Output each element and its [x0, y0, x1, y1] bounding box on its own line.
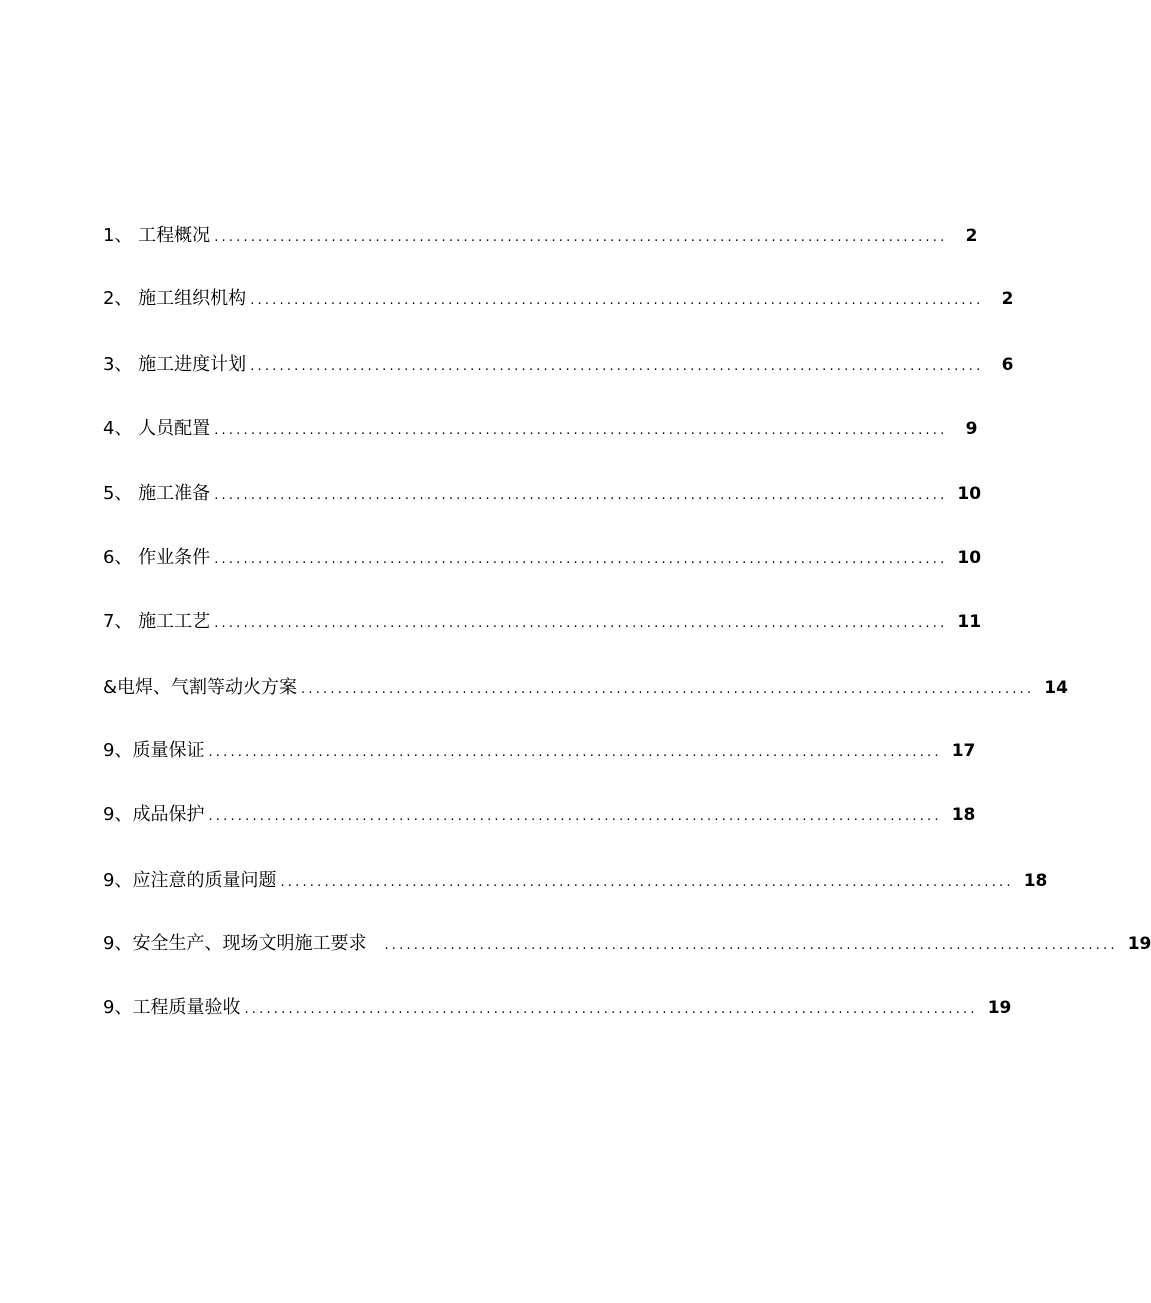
toc-dot-leader: ....................................................................................................: [250, 293, 984, 308]
toc-entry-title: 9、质量保证: [103, 740, 205, 761]
toc-dot-leader: ....................................................................................................: [214, 488, 948, 503]
toc-entry-title: 9、安全生产、现场文明施工要求: [103, 933, 367, 954]
toc-dot-leader: ....................................................................................................: [208, 745, 942, 760]
toc-entry-page-number: 9: [965, 419, 978, 439]
toc-dot-leader: ....................................................................................................: [214, 423, 948, 438]
toc-entry-page-number: 6: [1001, 355, 1014, 375]
toc-entry[interactable]: [103, 414, 978, 444]
toc-entry[interactable]: [103, 607, 982, 637]
toc-dot-leader: ....................................................................................................: [208, 809, 942, 824]
toc-dot-leader: ....................................................................................................: [250, 359, 984, 374]
toc-entry-page-number: 10: [957, 548, 982, 568]
toc-entry[interactable]: [103, 993, 1012, 1023]
toc-entry-page-number: 18: [951, 805, 976, 825]
toc-dot-leader: ....................................................................................................: [280, 875, 1014, 890]
toc-dot-leader: ....................................................................................................: [214, 616, 948, 631]
toc-entry-title: 3、 施工进度计划: [103, 354, 247, 375]
toc-entry-page-number: 19: [987, 998, 1012, 1018]
toc-dot-leader: ....................................................................................................: [384, 938, 1118, 953]
toc-entry-title: 9、工程质量验收: [103, 997, 241, 1018]
toc-entry[interactable]: [103, 929, 1151, 959]
toc-entry-page-number: 17: [951, 741, 976, 761]
toc-entry-title: 2、 施工组织机构: [103, 288, 247, 309]
toc-entry-page-number: 19: [1127, 934, 1151, 954]
toc-dot-leader: ....................................................................................................: [301, 682, 1035, 697]
toc-entry-title: 9、应注意的质量问题: [103, 870, 277, 891]
toc-entry[interactable]: [103, 284, 1014, 314]
toc-entry-title: 9、成品保护: [103, 804, 205, 825]
toc-entry[interactable]: [103, 736, 976, 766]
toc-dot-leader: ....................................................................................................: [214, 552, 948, 567]
toc-entry-title: 4、 人员配置: [103, 418, 211, 439]
toc-entry-page-number: 10: [957, 484, 982, 504]
toc-entry-title: &电焊、气割等动火方案: [103, 677, 298, 698]
toc-entry[interactable]: [103, 673, 1068, 703]
toc-dot-leader: ....................................................................................................: [214, 230, 948, 245]
toc-entry-page-number: 2: [965, 226, 978, 246]
toc-entry-page-number: 2: [1001, 289, 1014, 309]
toc-entry[interactable]: [103, 866, 1048, 896]
toc-entry[interactable]: [103, 800, 976, 830]
toc-entry[interactable]: [103, 350, 1014, 380]
toc-entry[interactable]: [103, 543, 982, 573]
toc-entry-page-number: 18: [1023, 871, 1048, 891]
toc-entry-page-number: 11: [957, 612, 982, 632]
toc-entry-page-number: 14: [1044, 678, 1068, 698]
toc-entry-title: 7、 施工工艺: [103, 611, 211, 632]
toc-entry-title: 6、 作业条件: [103, 547, 211, 568]
toc-entry-title: 1、 工程概况: [103, 225, 211, 246]
toc-entry-title: 5、 施工准备: [103, 483, 211, 504]
toc-entry[interactable]: [103, 479, 982, 509]
toc-entry[interactable]: [103, 221, 978, 251]
toc-dot-leader: ....................................................................................................: [244, 1002, 978, 1017]
